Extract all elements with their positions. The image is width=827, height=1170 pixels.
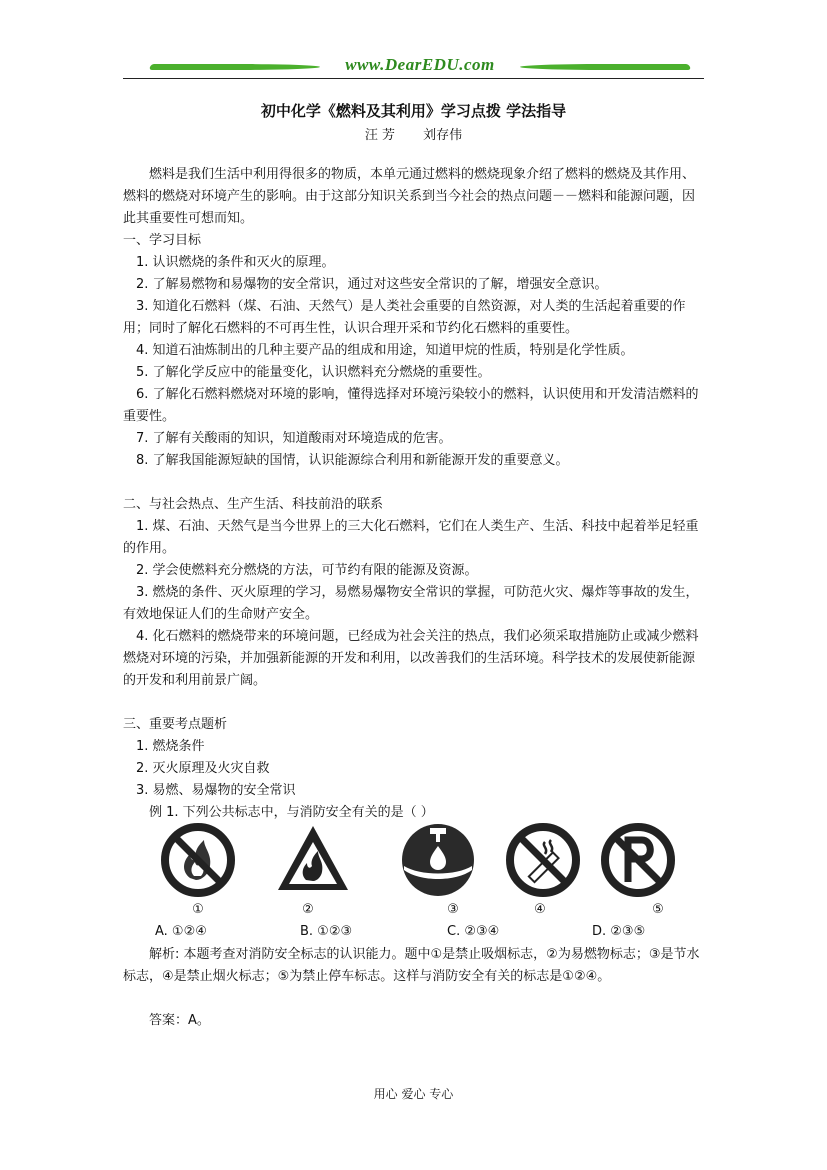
- author-name: 汪 芳: [364, 128, 395, 143]
- sign-number: ①: [192, 902, 204, 917]
- list-item: 2. 学会使燃料充分燃烧的方法，可节约有限的能源及资源。: [136, 563, 478, 578]
- list-item: 8. 了解我国能源短缺的国情，认识能源综合利用和新能源开发的重要意义。: [136, 453, 569, 468]
- sign-images: [160, 822, 680, 902]
- example-question: 例 1. 下列公共标志中，与消防安全有关的是（ ）: [149, 805, 434, 820]
- flammable-warning-sign-icon: [275, 822, 351, 898]
- list-item: 2. 灭火原理及火灾自救: [136, 761, 270, 776]
- list-item: 5. 了解化学反应中的能量变化，认识燃料充分燃烧的重要性。: [136, 365, 491, 380]
- sign-numbers: [0, 902, 827, 922]
- water-saving-sign-icon: [400, 822, 476, 898]
- document-title: 初中化学《燃料及其利用》学习点拨 学法指导: [260, 102, 567, 120]
- authors: [0, 124, 827, 143]
- site-url: www.DearEDU.com: [345, 55, 495, 74]
- list-item: 6. 了解化石燃料燃烧对环境的影响，懂得选择对环境污染较小的燃料，认识使用和开发清洁燃料的重要性。: [123, 387, 699, 424]
- section-heading: 二、与社会热点、生产生活、科技前沿的联系: [123, 497, 384, 512]
- sign-number: ②: [302, 902, 314, 917]
- section-heading: 三、重要考点题析: [123, 717, 228, 732]
- author-name: 刘存伟: [423, 128, 463, 143]
- intro-paragraph: 燃料是我们生活中利用得很多的物质，本单元通过燃料的燃烧现象介绍了燃料的燃烧及其作用、燃料的燃烧对环境产生的影响。由于这部分知识关系到当今社会的热点问题－－燃料和能源问题，因此其重要性可想而知。: [123, 167, 696, 226]
- list-item: 2. 了解易燃物和易爆物的安全常识，通过对这些安全常识的了解，增强安全意识。: [136, 277, 608, 292]
- list-item: 3. 燃烧的条件、灭火原理的学习，易燃易爆物安全常识的掌握，可防范火灾、爆炸等事故的发生，有效地保证人们的生命财产安全。: [123, 585, 699, 622]
- section-heading: 一、学习目标: [123, 233, 202, 248]
- no-smoking-sign-icon: [505, 822, 581, 898]
- option-a: A. ①②④: [155, 924, 207, 939]
- page-footer: 用心 爱心 专心: [373, 1087, 454, 1101]
- option-c: C. ②③④: [447, 924, 500, 939]
- sign-number: ④: [534, 902, 546, 917]
- answer-text: 答案：A。: [149, 1013, 210, 1028]
- list-item: 1. 煤、石油、天然气是当今世界上的三大化石燃料，它们在人类生产、生活、科技中起着举足轻重的作用。: [123, 519, 699, 556]
- site-logo: [150, 55, 690, 78]
- list-item: 4. 化石燃料的燃烧带来的环境问题，已经成为社会关注的热点，我们必须采取措施防止或减少燃料燃烧对环境的污染，并加强新能源的开发和利用，以改善我们的生活环境。科学技术的发展使新能源的开发和利用前景广阔。: [123, 629, 699, 688]
- list-item: 4. 知道石油炼制出的几种主要产品的组成和用途，知道甲烷的性质，特别是化学性质。: [136, 343, 634, 358]
- list-item: 1. 燃烧条件: [136, 739, 205, 754]
- option-b: B. ①②③: [300, 924, 353, 939]
- analysis-section: [123, 944, 704, 1032]
- no-parking-sign-icon: [600, 822, 676, 898]
- header-divider: [123, 78, 704, 79]
- answer-options: [0, 924, 827, 944]
- list-item: 7. 了解有关酸雨的知识，知道酸雨对环境造成的危害。: [136, 431, 452, 446]
- no-fire-sign-icon: [160, 822, 236, 898]
- list-item: 3. 易燃、易爆物的安全常识: [136, 783, 296, 798]
- analysis-text: 解析: 本题考查对消防安全标志的认识能力。题中①是禁止吸烟标志，②为易燃物标志；③是节水标志，④是禁止烟火标志；⑤为禁止停车标志。这样与消防安全有关的标志是①②④。: [123, 947, 700, 984]
- option-d: D. ②③⑤: [592, 924, 646, 939]
- sign-number: ⑤: [652, 902, 664, 917]
- document-body: [123, 164, 704, 824]
- sign-number: ③: [447, 902, 459, 917]
- list-item: 1. 认识燃烧的条件和灭火的原理。: [136, 255, 335, 270]
- list-item: 3. 知道化石燃料（煤、石油、天然气）是人类社会重要的自然资源，对人类的生活起着重要的作用；同时了解化石燃料的不可再生性，认识合理开采和节约化石燃料的重要性。: [123, 299, 686, 336]
